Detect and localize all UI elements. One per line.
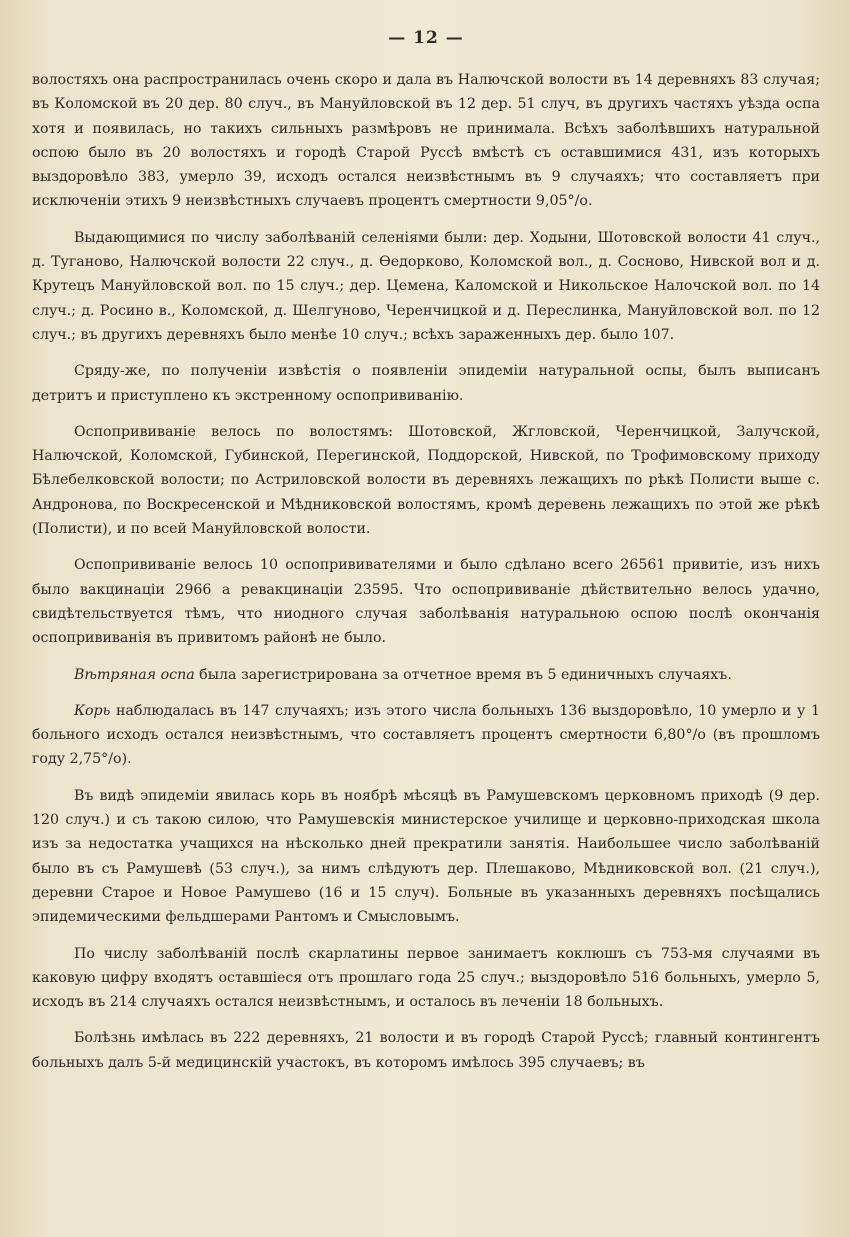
- paragraph-measles: [32, 699, 820, 772]
- measles-heading: Корь: [74, 702, 111, 719]
- paragraph-measles-epidemic: Въ видѣ эпидеміи явилась корь въ ноябрѣ мѣсяцѣ въ Рамушевскомъ церковномъ приходѣ (9 дер. 120 случ.) и съ такою силою, что Рамушевскія министерское училище и церковно-приходская школа изъ за недостатка учащихся на нѣсколько дней прекратили занятія. Наибольшее число заболѣваній было въ съ Рамушевѣ (53 случ.), за нимъ слѣдуютъ дер. Плешаково, Мѣдниковской вол. (21 случ.), деревни Старое и Новое Рамушево (16 и 15 случ). Больные въ указанныхъ деревняхъ посѣщались эпидемическими фельдшерами Рантомъ и Смысловымъ.: [32, 787, 820, 926]
- paragraph-detritus-ordered: Сряду-же, по полученіи извѣстія о появленіи эпидеміи натуральной оспы, былъ выписанъ детритъ и приступлено къ экстренному оспопрививанію.: [32, 363, 820, 404]
- paragraph-vaccination-results: Оспопрививаніе велось 10 оспопрививателями и было сдѣлано всего 26561 привитіе, изъ нихъ было вакцинаціи 2966 а ревакцинаціи 23595. Что оспопрививаніе дѣйствительно велось удачно, свидѣтельствуется тѣмъ, что ниодного случая заболѣванія натуральною оспою послѣ окончанія оспопрививанія въ привитомъ районѣ не было.: [32, 557, 820, 647]
- paragraph-affected-villages: Выдающимися по числу заболѣваній селеніями были: дер. Ходыни, Шотовской волости 41 случ., д. Туганово, Налючской волости 22 случ., д. Ѳедорково, Коломской вол., д. Сосново, Нивской вол и д. Крутецъ Мануйловской вол. по 15 случ.; дер. Цемена, Каломской и Никольское Налочской вол. по 14 случ.; д. Росино в., Коломской, д. Шелгуново, Черенчицкой и д. Переслинка, Мануйловской вол. по 12 случ.; въ другихъ деревняхъ было менѣе 10 случ.; всѣхъ зараженныхъ дер. было 107.: [32, 229, 820, 343]
- chickenpox-text: была зарегистрирована за отчетное время въ 5 единичныхъ случаяхъ.: [194, 666, 732, 683]
- page-number: — 12 —: [388, 28, 464, 48]
- paragraph-vaccination-districts: Оспопрививаніе велось по волостямъ: Шотовской, Жгловской, Черенчицкой, Залучской, Налючской, Коломской, Губинской, Перегинской, Поддорской, Нивской, по Трофимовскому приходу Бѣлебелковской волости; по Астриловской волости въ деревняхъ лежащихъ по рѣкѣ Полисти выше с. Андронова, по Воскресенской и Мѣдниковской волостямъ, кромѣ деревень лежащихъ по этой же рѣкѣ (Полисти), и по всей Мануйловской волости.: [32, 423, 820, 538]
- paragraph-smallpox-spread: волостяхъ она распространилась очень скоро и дала въ Налючской волости въ 14 деревняхъ 83 случая; въ Коломской въ 20 дер. 80 случ., въ Мануйловской въ 12 дер. 51 случ, въ другихъ частяхъ уѣзда оспа хотя и появилась, но такихъ сильныхъ размѣровъ не принимала. Всѣхъ заболѣвшихъ натуральной оспою было въ 20 волостяхъ и городѣ Старой Руссѣ вмѣстѣ съ оставшимися 431, изъ которыхъ выздоровѣло 383, умерло 39, исходъ остался неизвѣстнымъ въ 9 случаяхъ; что составляетъ при исключеніи этихъ 9 неизвѣстныхъ случаевъ процентъ смертности 9,05°/о.: [32, 72, 820, 210]
- paragraph-whooping-cough: По числу заболѣваній послѣ скарлатины первое занимаетъ коклюшъ съ 753-мя случаями въ каковую цифру входятъ оставшіеся отъ прошлаго года 25 случ.; выздоровѣло 516 больныхъ, умерло 5, исходъ въ 214 случаяхъ остался неизвѣстнымъ, и осталось въ леченіи 18 больныхъ.: [32, 945, 820, 1011]
- chickenpox-heading: Вѣтряная оспа: [74, 666, 195, 683]
- paragraph-chickenpox: [32, 663, 820, 687]
- measles-text: наблюдалась въ 147 случаяхъ; изъ этого числа больныхъ 136 выздоровѣло, 10 умерло и у 1 больного исходъ остался неизвѣстнымъ, что составляетъ процентъ смертности 6,80°/о (въ прошломъ году 2,75°/о).: [32, 702, 820, 768]
- paragraph-disease-distribution: Болѣзнь имѣлась въ 222 деревняхъ, 21 волости и въ городѣ Старой Руссѣ; главный контингентъ больныхъ далъ 5-й медицинскій участокъ, въ которомъ имѣлось 395 случаевъ; въ: [32, 1030, 820, 1071]
